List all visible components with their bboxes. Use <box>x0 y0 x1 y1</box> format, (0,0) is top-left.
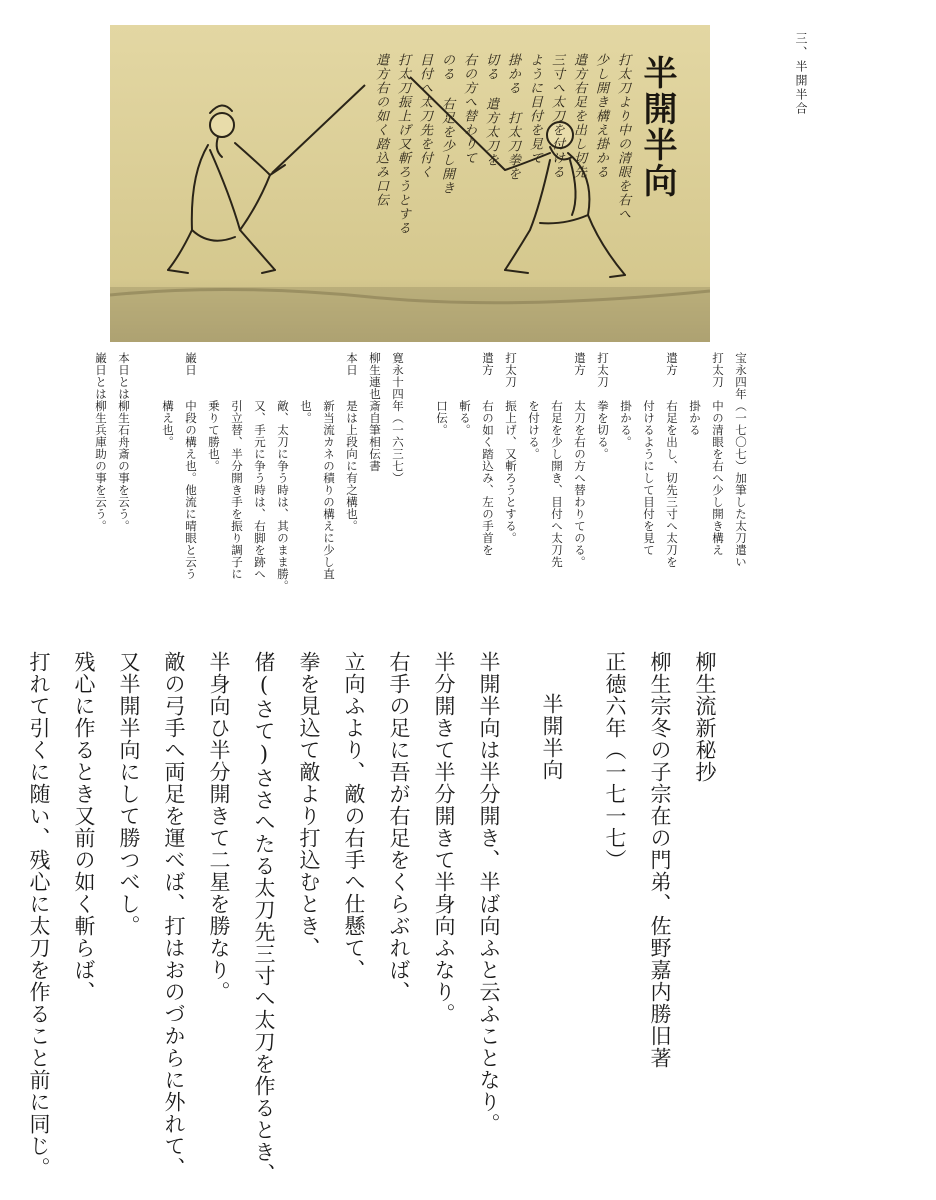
body-line: 右手の足に吾が右足をくらぶれば、 <box>387 651 411 1003</box>
script-line: 少し開き構え掛かる <box>593 53 608 179</box>
script-line: 遣方右の如く踏込み口伝 <box>373 53 388 207</box>
script-line: 遣方右足を出し切先 <box>571 53 586 179</box>
note-line: 掛かる。 <box>619 352 633 448</box>
book-title: 柳生流新秘抄 <box>693 651 717 783</box>
body-line: 打れて引くに随い、残心に太刀を作ること前に同じ。 <box>27 651 51 1179</box>
body-line: 偖(さて)ささへたる太刀先三寸へ太刀を作るとき、 <box>252 651 276 1185</box>
author-line: 柳生宗冬の子宗在の門弟、佐野嘉内勝旧著 <box>648 651 672 1069</box>
script-line: 目付へ太刀先を付く <box>417 53 432 179</box>
running-header: 三、半開半合 <box>794 32 808 116</box>
script-line: 三寸へ太刀を付ける <box>549 53 564 179</box>
note-line: 打太刀 拳を切る。 <box>596 352 610 460</box>
body-line: 敵の弓手へ両足を運べば、打はおのづからに外れて、 <box>162 651 186 1179</box>
body-line: 又半開半向にして勝つべし。 <box>117 651 141 937</box>
note-line: 遣方 太刀を右の方へ替わりてのる。 <box>573 352 587 568</box>
main-text <box>0 651 718 1185</box>
note-line: 寛永十四年（一六三七） <box>391 352 405 484</box>
note-line: 又、手元に争う時は、右脚を跡へ <box>253 352 267 580</box>
note-line: 遣方 右の如く踏込み、左の手首を <box>481 352 495 556</box>
note-line: 右足を少し開き、目付へ太刀先 <box>550 352 564 568</box>
note-line: 口伝。 <box>435 352 449 436</box>
annotation-notes <box>94 352 748 592</box>
note-line: 掛かる <box>688 352 702 436</box>
date-line: 正徳六年（一七一七） <box>603 651 627 871</box>
note-line: 乗りて勝也。 <box>207 352 221 472</box>
illustration-script <box>371 53 632 235</box>
section-heading: 半開半向 <box>540 693 564 781</box>
note-line: 引立替、半分開き手を振り調子に <box>230 352 244 580</box>
illustration-title: 半開半向 <box>637 55 677 199</box>
note-line: 打太刀 振上げ、又斬ろうとする。 <box>504 352 518 544</box>
note-spacer <box>140 352 152 592</box>
note-line: 打太刀 中の清眼を右へ少し開き構え <box>711 352 725 556</box>
body-line: 拳を見込て敵より打込むとき、 <box>297 651 321 959</box>
body-line: 半身向ひ半分開きて二星を勝なり。 <box>207 651 231 1003</box>
script-line: ように目付を見て <box>527 53 542 165</box>
script-line: 右の方へ替わりて <box>461 53 476 165</box>
note-line: 斬る。 <box>458 352 472 436</box>
note-line: 也。 <box>299 352 313 424</box>
note-line: を付ける。 <box>527 352 541 460</box>
note-line: 巌日 中段の構え也。他流に晴眼と云う <box>184 352 198 580</box>
body-line: 半分開きて半分開きて半身向ふなり。 <box>432 651 456 1025</box>
note-line: 柳生連也斎自筆相伝書 <box>368 352 382 472</box>
body-line: 残心に作るとき又前の如く斬らば、 <box>72 651 96 1003</box>
note-line: 宝永四年（一七〇七）加筆した太刀遣い <box>734 352 748 568</box>
note-line: 敵、太刀に争う時は、其のまま勝。 <box>276 352 290 592</box>
note-line: 新当流カネの積りの構えに少し直 <box>322 352 336 580</box>
script-line: のる 右足を少し開き <box>439 53 454 195</box>
note-line: 本日 是は上段向に有之構也。 <box>345 352 359 532</box>
note-spacer <box>414 352 426 592</box>
note-line: 付けるようにして目付を見て <box>642 352 656 556</box>
script-line: 打太刀振上げ又斬ろうとする <box>395 53 410 235</box>
note-line: 本日とは柳生石舟斎の事を云う。 <box>117 352 131 532</box>
body-line: 立向ふより、敵の右手へ仕懸て、 <box>342 651 366 981</box>
note-line: 遣方 右足を出し、切先三寸へ太刀を <box>665 352 679 568</box>
script-line: 打太刀より中の清眼を右へ <box>615 53 630 221</box>
note-line: 構え也。 <box>161 352 175 448</box>
illustration-panel <box>110 25 710 342</box>
script-line: 掛かる 打太刀拳を <box>505 53 520 181</box>
note-line: 巌日とは柳生兵庫助の事を云う。 <box>94 352 108 532</box>
body-line: 半開半向は半分開き、半ば向ふと云ふことなり。 <box>477 651 501 1135</box>
script-line: 切る 遣方太刀を <box>483 53 498 167</box>
